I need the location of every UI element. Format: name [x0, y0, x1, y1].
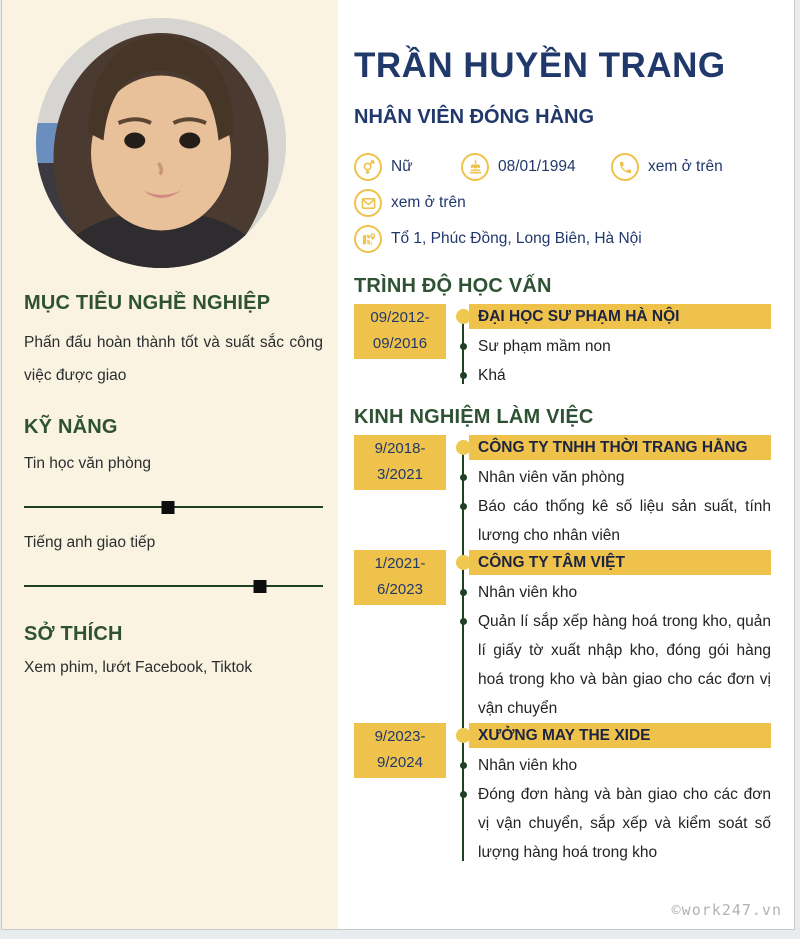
- date-to: 09/2016: [372, 335, 428, 352]
- experience-detail: Nhân viên kho: [469, 751, 771, 780]
- education-detail: Sư phạm mầm non: [469, 332, 771, 361]
- candidate-job-title: NHÂN VIÊN ĐÓNG HÀNG: [354, 106, 595, 128]
- contact-phone: [611, 153, 723, 181]
- skill-label: Tiếng anh giao tiếp: [24, 534, 156, 552]
- objective-heading: MỤC TIÊU NGHỀ NGHIỆP: [24, 292, 271, 314]
- school-title: ĐẠI HỌC SƯ PHẠM HÀ NỘI: [469, 304, 771, 329]
- birthday-cake-icon: [461, 153, 489, 181]
- experience-detail: Quản lí sắp xếp hàng hoá trong kho, quản lí giấy tờ xuất nhập kho, đóng gói hàng hoá trong kho và bàn giao cho các đơn vị vận chuyển: [469, 607, 771, 723]
- skill-slider: [24, 501, 323, 514]
- entry-content: [469, 435, 771, 550]
- skill-slider-track: [24, 585, 323, 587]
- skill-slider-handle: [161, 501, 174, 514]
- date-to: 3/2021: [377, 466, 423, 483]
- phone-value: xem ở trên: [648, 158, 723, 175]
- date-badge: [354, 550, 446, 605]
- date-badge: [354, 304, 446, 359]
- timeline-dot-icon: [456, 440, 471, 455]
- entry-content: [469, 723, 771, 867]
- contact-row: [354, 189, 771, 217]
- date-from: 09/2012-: [370, 309, 430, 326]
- date-from: 1/2021-: [374, 555, 426, 572]
- email-value: xem ở trên: [391, 194, 466, 211]
- hobbies-heading: SỞ THÍCH: [24, 623, 123, 646]
- experience-detail: Báo cáo thống kê số liệu sản suất, tính lương cho nhân viên: [469, 492, 771, 550]
- timeline-dot-icon: [456, 555, 471, 570]
- location-icon: [354, 225, 382, 253]
- contact-email: [354, 189, 466, 217]
- cv-page: [1, 0, 795, 930]
- gender-value: Nữ: [391, 158, 413, 175]
- experience-detail: Đóng đơn hàng và bàn giao cho các đơn vị vận chuyển, sắp xếp và kiểm soát số lượng hàng hoá trong kho: [469, 780, 771, 867]
- experience-entry: [354, 723, 771, 867]
- experience-heading: KINH NGHIỆM LÀM VIỆC: [354, 406, 594, 428]
- phone-icon: [611, 153, 639, 181]
- profile-photo-illustration: [36, 18, 286, 268]
- main-column: [338, 0, 794, 929]
- education-entry: [354, 304, 771, 390]
- address-value: Tổ 1, Phúc Đồng, Long Biên, Hà Nội: [391, 230, 642, 247]
- experience-details: [469, 463, 771, 550]
- skill-item: [24, 534, 323, 593]
- company-title: CÔNG TY TÂM VIỆT: [469, 550, 771, 575]
- timeline-dot-icon: [456, 309, 471, 324]
- experience-detail: Nhân viên văn phòng: [469, 463, 771, 492]
- contact-address: [354, 225, 642, 253]
- entry-content: [469, 550, 771, 723]
- date-to: 9/2024: [377, 754, 423, 771]
- contact-block: [354, 153, 771, 253]
- contact-gender: [354, 153, 461, 181]
- contact-row: [354, 225, 771, 253]
- contact-row: [354, 153, 771, 181]
- skill-slider: [24, 580, 323, 593]
- experience-entries: [354, 435, 771, 867]
- sidebar: [2, 0, 338, 929]
- date-badge: [354, 435, 446, 490]
- experience-entry: [354, 550, 771, 723]
- timeline-dot-icon: [456, 728, 471, 743]
- experience-details: [469, 751, 771, 867]
- birthday-value: 08/01/1994: [498, 158, 576, 175]
- objective-text: Phấn đấu hoàn thành tốt và suất sắc công việc được giao: [24, 334, 323, 384]
- mail-icon: [354, 189, 382, 217]
- date-to: 6/2023: [377, 581, 423, 598]
- entry-content: [469, 304, 771, 390]
- contact-birthday: [461, 153, 611, 181]
- company-title: CÔNG TY TNHH THỜI TRANG HẰNG: [469, 435, 771, 460]
- profile-photo: [36, 18, 286, 268]
- experience-detail: Nhân viên kho: [469, 578, 771, 607]
- education-detail: Khá: [469, 361, 771, 390]
- date-badge: [354, 723, 446, 778]
- experience-entry: [354, 435, 771, 550]
- education-heading: TRÌNH ĐỘ HỌC VẤN: [354, 275, 552, 297]
- experience-details: [469, 578, 771, 723]
- company-title: XƯỞNG MAY THE XIDE: [469, 723, 771, 748]
- gender-icon: [354, 153, 382, 181]
- date-from: 9/2018-: [374, 440, 426, 457]
- education-entries: [354, 304, 771, 390]
- watermark: ©work247.vn: [671, 901, 782, 919]
- education-details: [469, 332, 771, 390]
- skill-label: Tin học văn phòng: [24, 455, 151, 473]
- hobbies-text: Xem phim, lướt Facebook, Tiktok: [24, 659, 253, 677]
- skill-item: [24, 455, 323, 514]
- date-from: 9/2023-: [374, 728, 426, 745]
- skill-slider-handle: [254, 580, 267, 593]
- skills-heading: KỸ NĂNG: [24, 416, 118, 439]
- candidate-name: TRẦN HUYỀN TRANG: [354, 46, 726, 85]
